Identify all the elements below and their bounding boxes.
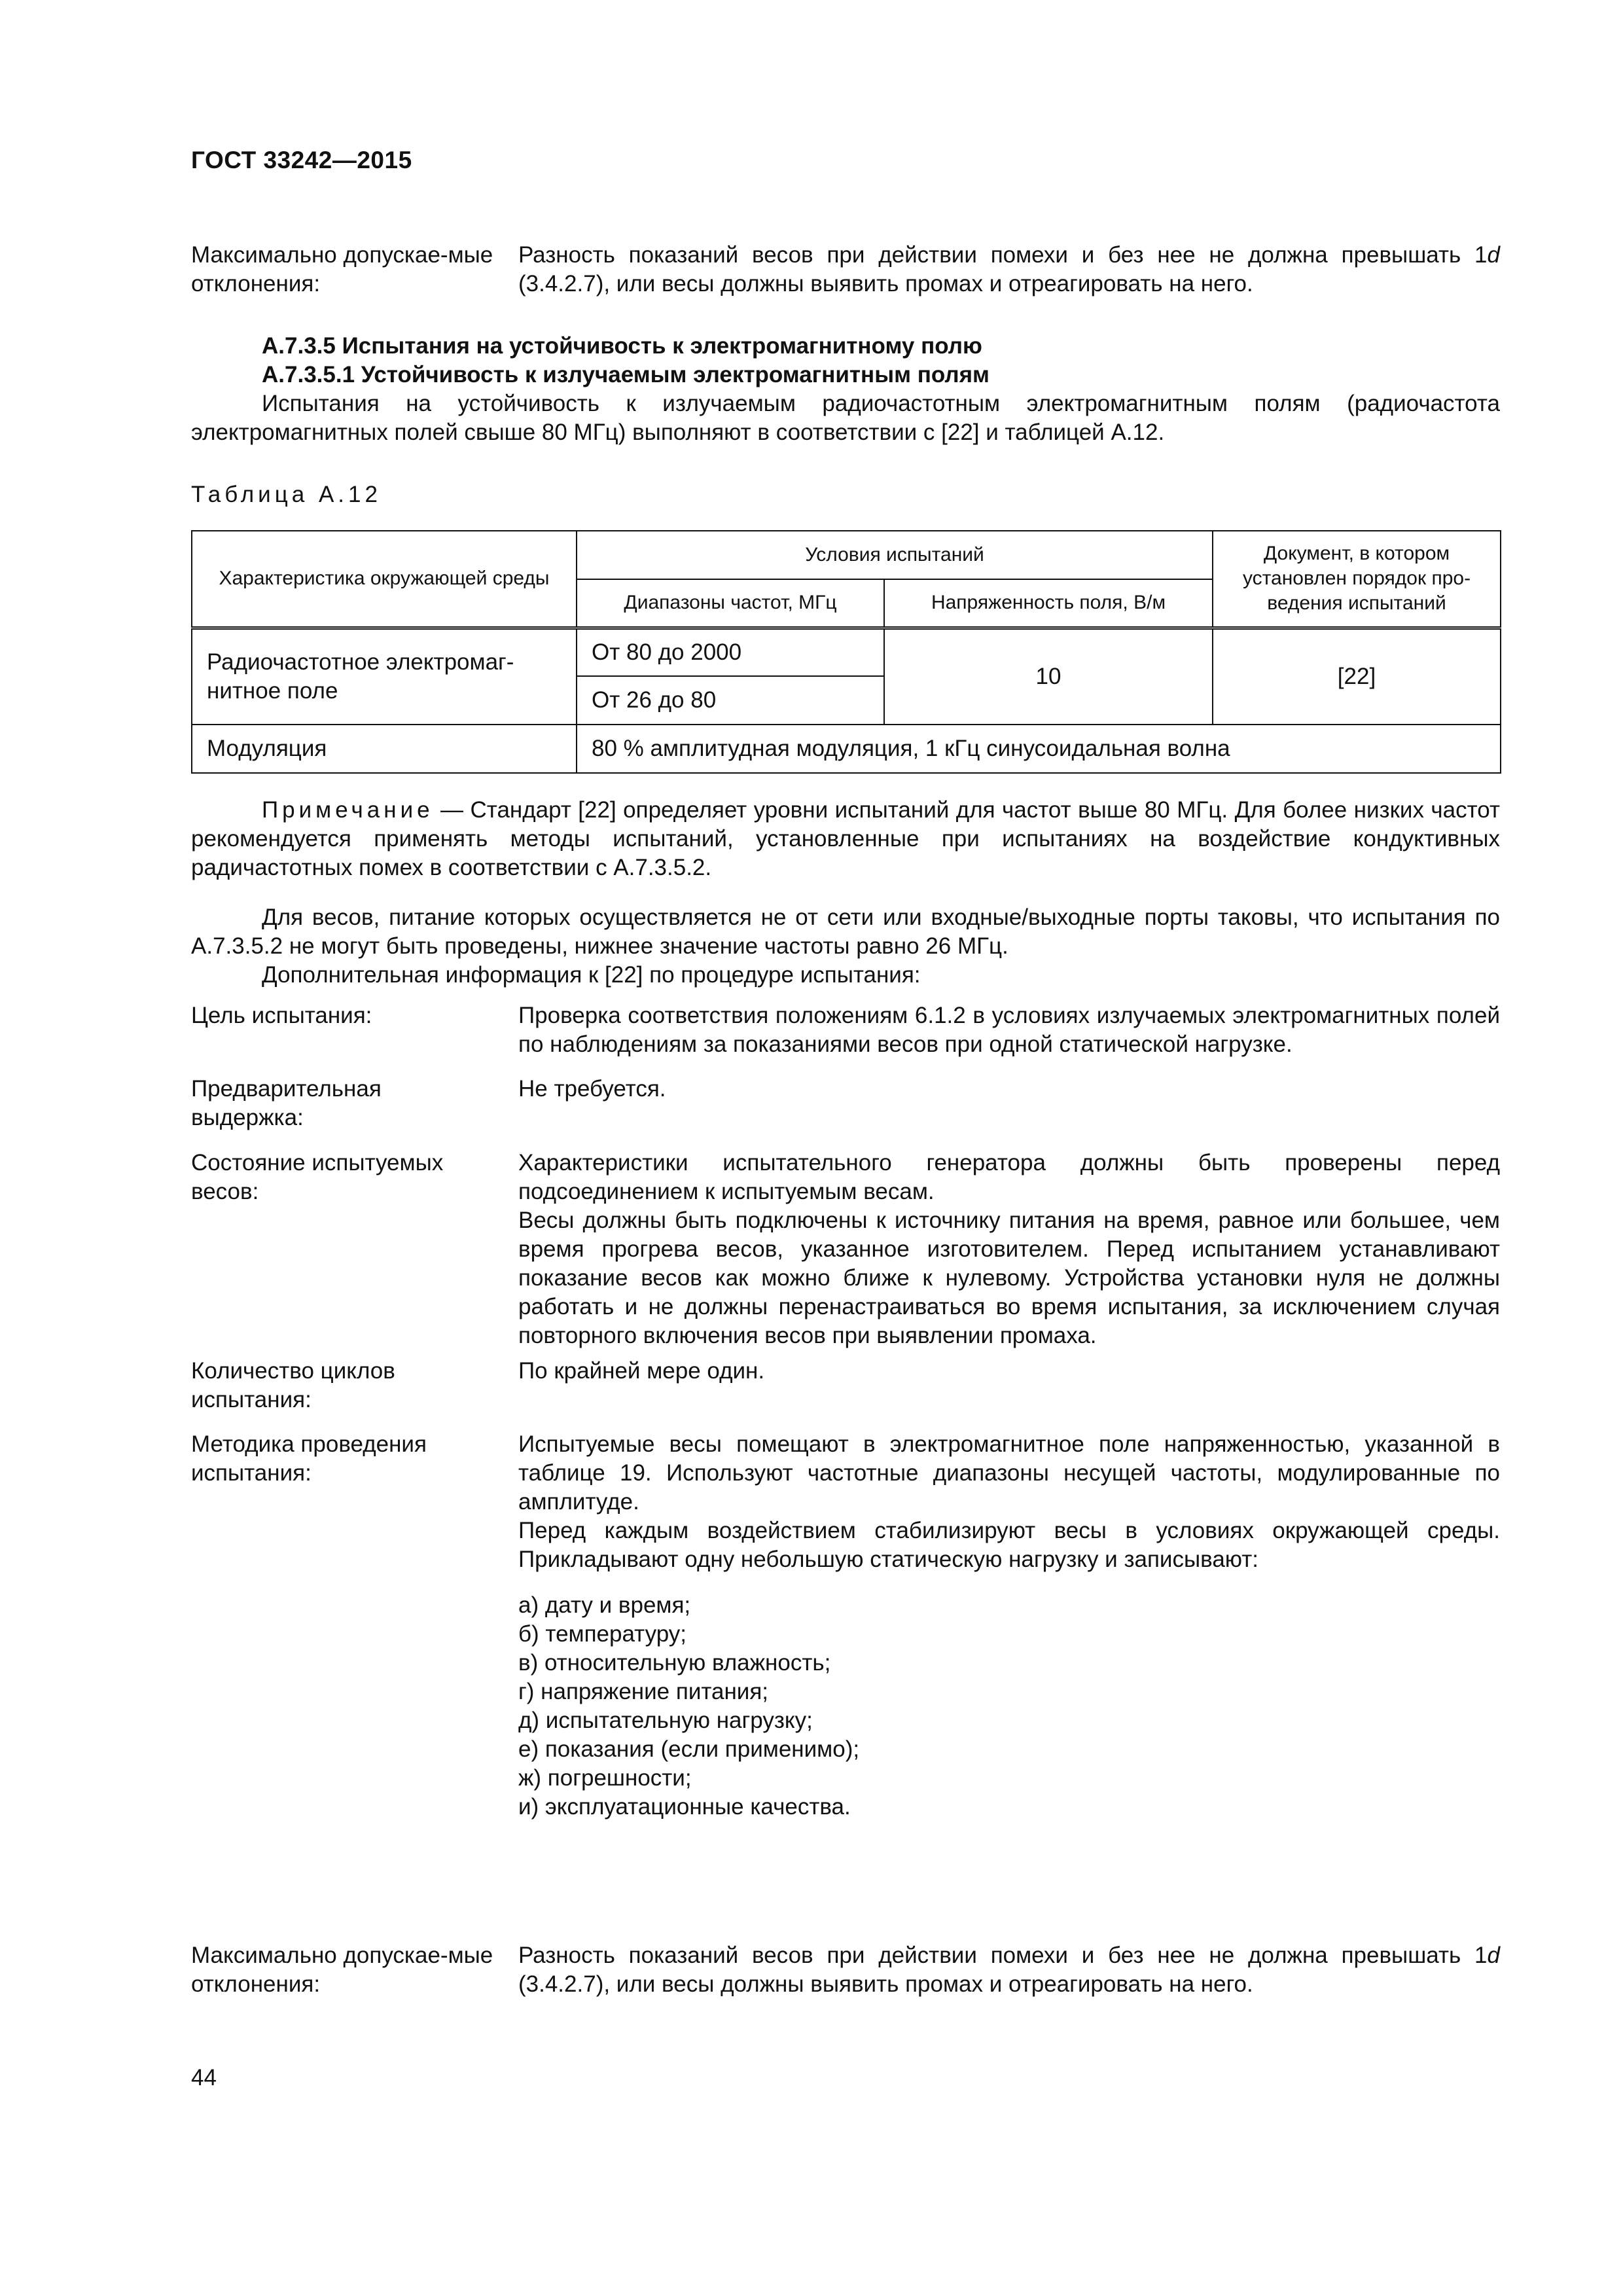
recording-list [518,1591,1500,1821]
row-label: Методика проведения испытания: [191,1431,427,1486]
cell-strength: 10 [884,628,1213,725]
row-text: Разность показаний весов при действии помехи и без нее не должна превышать 1d (3.4.2.7), или весы должны выявить промах и отреагировать на него. [518,1943,1500,1997]
header-field-strength: Напряженность поля, В/м [884,579,1213,628]
row-text: Проверка соответствия положениям 6.1.2 в условиях излучаемых электромагнитных полей по наблюдениям за показаниями весов при одной статической нагрузке. [518,1003,1500,1057]
row-preconditioning [191,1075,1500,1132]
cell-freq-80-2000: От 80 до 2000 [577,628,884,676]
header-characteristic: Характеристика окружающей среды [192,531,577,628]
document-page [191,0,1500,2296]
paragraph-scales: Для весов, питание которых осуществляется не от сети или входные/выходные порты таковы, что испытания по А.7.3.5.2 не могут быть проведены, нижнее значение частоты равно 26 МГц. [191,905,1500,959]
list-item: в) относительную влажность; [518,1650,831,1676]
row-cycles [191,1357,1500,1414]
header-conditions: Условия испытаний [577,531,1213,579]
row-label: Количество циклов испытания: [191,1358,395,1412]
top-deviation-row [191,241,1500,298]
document-header: ГОСТ 33242—2015 [191,147,412,173]
list-item: б) температуру; [518,1621,687,1647]
list-item: а) дату и время; [518,1592,691,1618]
header-frequency: Диапазоны частот, МГц [577,579,884,628]
row-text: Испытуемые весы помещают в электромагнитное поле напряженностью, указанной в таблице 19. Используют частотные диапазоны несущей частоты, модулированные по амплитуде. Перед каждым воздействием стабилизируют весы в условиях окружающей среды. Прикладывают одну небольшую статическую нагрузку и записывают: а) дату и время; б) температуру; в) относительную влажность; г) напряжение питания; д) испытательную нагрузку; е) показания (если применимо); ж) погрешности; и) эксплуатационные качества. [518,1430,1500,1821]
section-heading-a735: А.7.3.5 Испытания на устойчивость к электромагнитному полю [262,333,982,359]
row-label: Цель испытания: [191,1003,372,1028]
list-item: г) напряжение питания; [518,1679,769,1704]
list-item: и) эксплуатационные качества. [518,1794,851,1820]
row-label: Предварительная выдержка: [191,1076,382,1130]
intro-paragraph: Испытания на устойчивость к излучаемым радиочастотным электромагнитным полям (радиочастота электромагнитных полей свыше 80 МГц) выполняют в соответствии с [22] и таблицей А.12. [191,391,1500,445]
cell-modulation: Модуляция [192,725,577,773]
list-item: д) испытательную нагрузку; [518,1708,813,1733]
table-a12 [191,530,1500,774]
page-number: 44 [191,2065,217,2090]
row-label: Максимально допускае-мые отклонения: [191,242,493,296]
header-document: Документ, в котором установлен порядок про-ведения испытаний [1213,531,1501,628]
cell-document-ref: [22] [1213,628,1501,725]
table-note: Примечание — Стандарт [22] определяет уровни испытаний для частот выше 80 МГц. Для более низких частот рекомендуется применять методы испытаний, установленные при испытаниях на воздействие кондуктивных радичастотных помех в соответствии с А.7.3.5.2. [191,797,1500,880]
row-text: Характеристики испытательного генератора должны быть проверены перед подсоединением к испытуемым весам. Весы должны быть подключены к источнику питания на время, равное или большее, чем время прогрева весов, указанное изготовителем. Перед испытанием устанавливают показание весов как можно ближе к нулевому. Устройства установки нуля не должны работать и не должны перенастраиваться во время испытания, за исключением случая повторного включения весов при выявлении промаха. [518,1150,1500,1348]
row-text: Не требуется. [518,1076,666,1102]
cell-rf-field: Радиочастотное электромаг-нитное поле [192,628,577,725]
list-item: ж) погрешности; [518,1765,692,1791]
row-goal [191,1001,1500,1059]
row-text: По крайней мере один. [518,1358,765,1384]
cell-freq-26-80: От 26 до 80 [577,676,884,725]
list-item: е) показания (если применимо); [518,1736,860,1762]
cell-modulation-value: 80 % амплитудная модуляция, 1 кГц синусоидальная волна [577,725,1501,773]
row-eut-state [191,1149,1500,1350]
row-text: Разность показаний весов при действии помехи и без нее не должна превышать 1d (3.4.2.7), или весы должны выявить промах и отреагировать на него. [518,242,1500,296]
row-max-deviation [191,1941,1500,1999]
row-method [191,1430,1500,1821]
paragraph-additional-info: Дополнительная информация к [22] по процедуре испытания: [262,962,921,988]
row-label: Максимально допускае-мые отклонения: [191,1943,493,1997]
row-label: Состояние испытуемых весов: [191,1150,444,1204]
section-heading-a7351: А.7.3.5.1 Устойчивость к излучаемым электромагнитным полям [262,362,990,387]
table-caption: Таблица А.12 [191,482,382,507]
